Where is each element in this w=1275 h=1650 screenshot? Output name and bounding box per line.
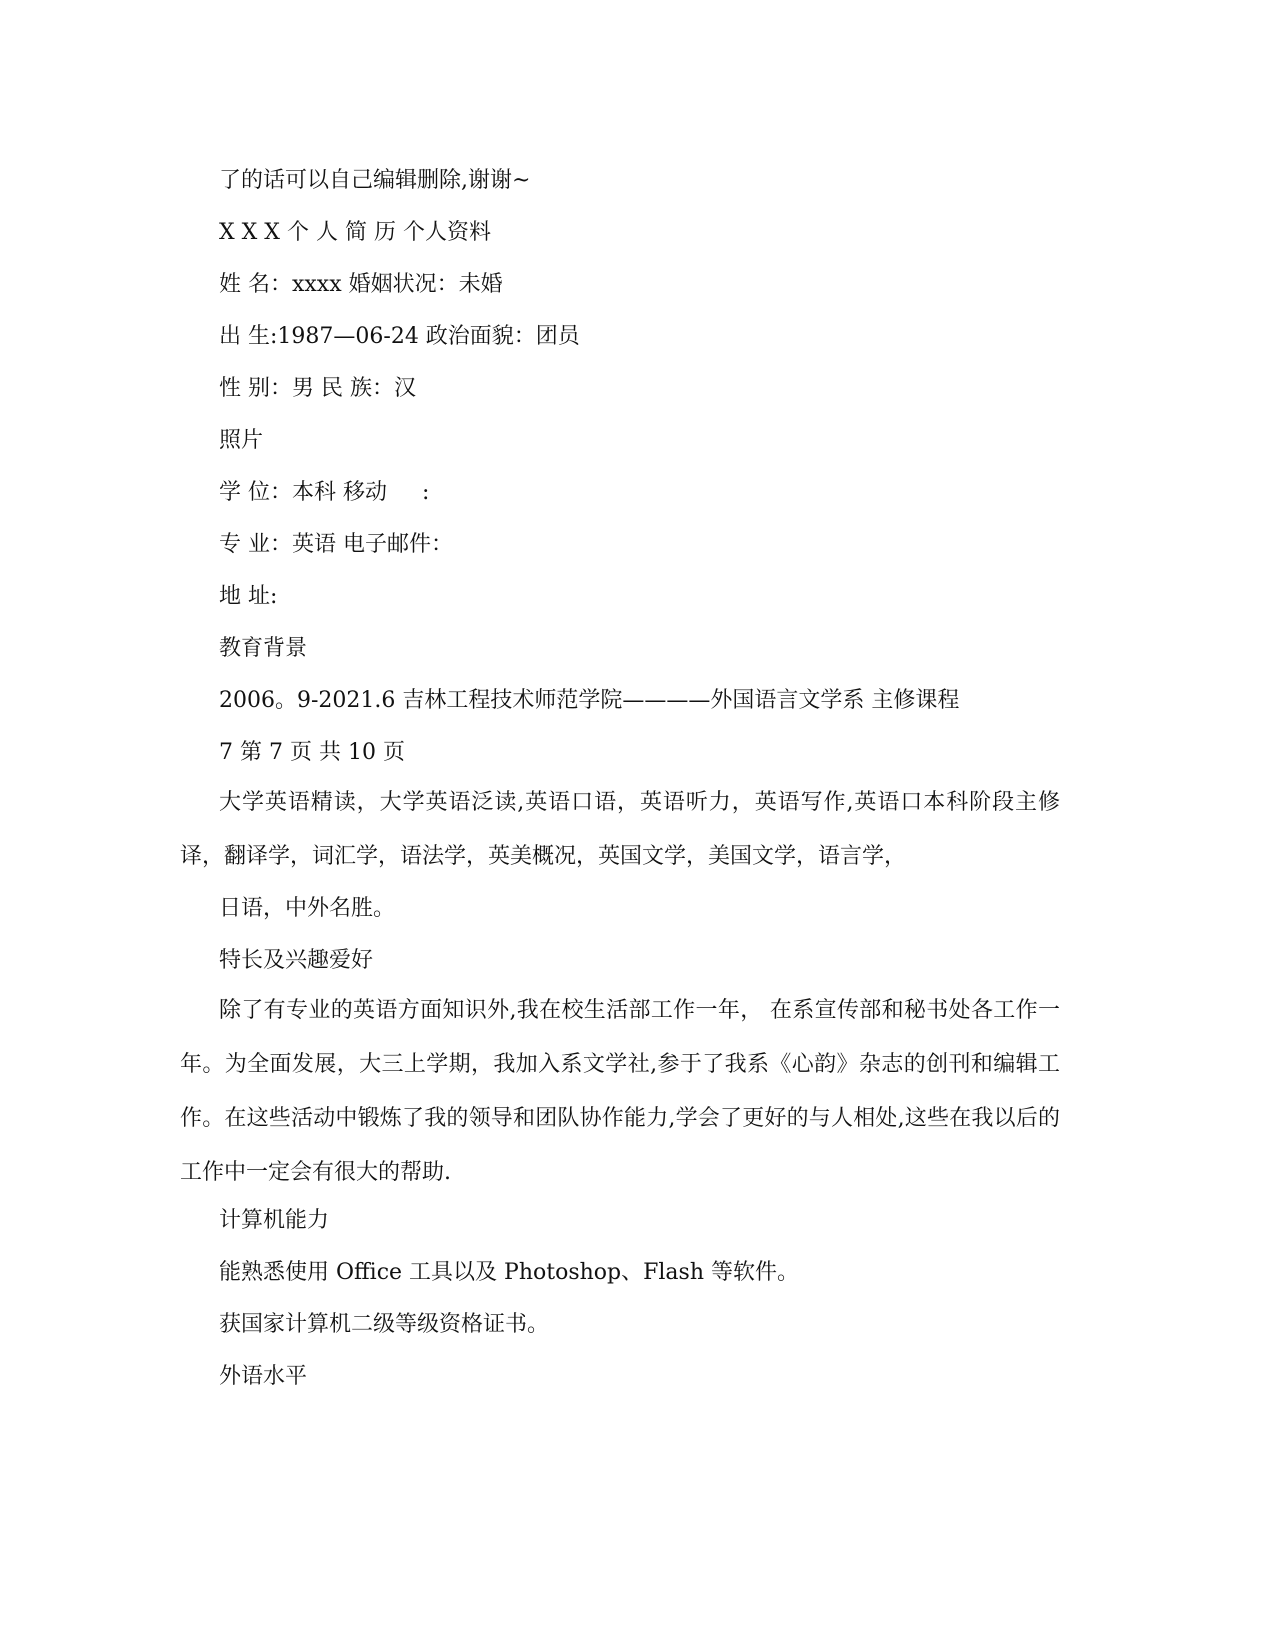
- education-line: 2006。9-2021.6 吉林工程技术师范学院————外国语言文学系 主修课程: [219, 688, 960, 713]
- address-line: 地 址:: [219, 584, 278, 609]
- photo-label: 照片: [219, 428, 264, 453]
- computer-heading: 计算机能力: [219, 1208, 330, 1233]
- major-email-line: 专 业：英语 电子邮件：: [219, 532, 453, 557]
- skills-paragraph: 除了有专业的英语方面知识外,我在校生活部工作一年， 在系宣传部和秘书处各工作一年。为全面发展，大三上学期，我加入系文学社,参于了我系《心韵》杂志的创刊和编辑工作。在这些活动中锻炼了我的领导和团队协作能力,学会了更好的与人相处,这些在我以后的工作中一定会有很大的帮助.: [180, 998, 1060, 1185]
- page-marker: 7 第 7 页 共 10 页: [219, 740, 405, 765]
- computer-certificate-line: 获国家计算机二级等级资格证书。: [219, 1312, 550, 1337]
- education-heading: 教育背景: [219, 636, 308, 661]
- courses-paragraph: 大学英语精读，大学英语泛读,英语口语，英语听力，英语写作,英语口本科阶段主修 译，翻译学，词汇学，语法学，英美概况，英国文学，美国文学，语言学，: [180, 790, 1060, 869]
- skills-heading: 特长及兴趣爱好: [219, 948, 374, 973]
- birth-political-line: 出 生:1987—06-24 政治面貌：团员: [219, 324, 580, 349]
- courses-tail: 日语，中外名胜。: [219, 896, 396, 921]
- language-heading: 外语水平: [219, 1364, 308, 1389]
- computer-skills-line: 能熟悉使用 Office 工具以及 Photoshop、Flash 等软件。: [219, 1260, 799, 1285]
- degree-mobile-line: 学 位：本科 移动 :: [219, 480, 430, 505]
- resume-title: X X X 个 人 简 历 个人资料: [219, 220, 491, 245]
- name-marital-line: 姓 名：xxxx 婚姻状况：未婚: [219, 272, 503, 297]
- gender-ethnicity-line: 性 别：男 民 族：汉: [219, 376, 416, 401]
- intro-note: 了的话可以自己编辑删除,谢谢~: [219, 168, 531, 193]
